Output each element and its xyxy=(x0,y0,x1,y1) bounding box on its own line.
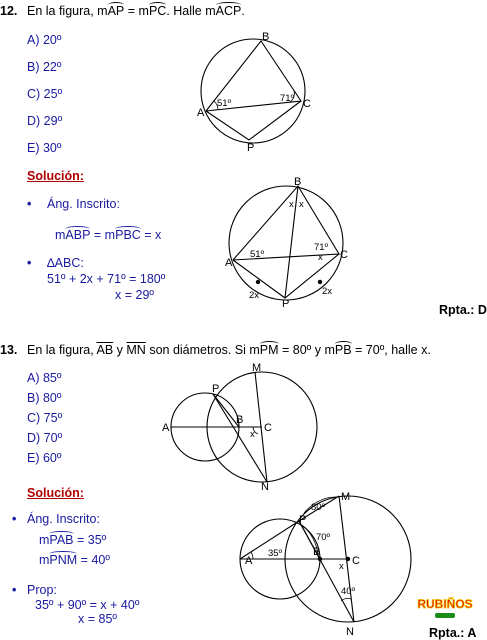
bullet-dot: • xyxy=(12,512,17,526)
angle-x: x xyxy=(289,199,294,210)
label-a: A xyxy=(245,555,253,567)
angle-71: 71º xyxy=(314,242,329,253)
figure-12-question xyxy=(0,0,474,160)
label-c: C xyxy=(352,555,360,567)
logo-base xyxy=(435,613,455,618)
arc-70: 70º xyxy=(316,532,331,543)
label-b: B xyxy=(313,546,321,558)
q-text: = 70º, halle x. xyxy=(351,343,431,357)
arc-abp: ABP xyxy=(65,228,91,242)
q-text: En la figura, m xyxy=(27,4,108,18)
option-c: C) 75º xyxy=(27,411,63,425)
option-a: A) 20º xyxy=(27,33,62,47)
label-b: B xyxy=(262,31,270,43)
option-d: D) 29º xyxy=(27,114,63,128)
solution-title-13: Solución: xyxy=(27,486,84,500)
problem-13-question xyxy=(27,344,431,357)
label-p: P xyxy=(299,514,307,526)
equation-triangle: 51º + 2x + 71º = 180º xyxy=(47,272,166,286)
label-p: P xyxy=(282,298,290,310)
eq-text: m xyxy=(39,553,50,567)
label-c: C xyxy=(303,98,311,110)
angle-x: x xyxy=(250,429,255,440)
segment-mn: $\overline{MN}$ xyxy=(126,343,146,357)
eq-text: = 40º xyxy=(77,553,110,567)
bullet-dot: • xyxy=(12,583,17,597)
option-b: B) 80º xyxy=(27,391,62,405)
label-a: A xyxy=(162,422,170,434)
eq-text: = x xyxy=(140,228,162,242)
arc-pbc: PBC xyxy=(115,228,141,242)
arc-pc: PC xyxy=(148,4,167,18)
angle-71: 71º xyxy=(280,93,295,104)
option-a: A) 85º xyxy=(27,371,62,385)
q-text: son diámetros. Si m xyxy=(145,343,260,357)
label-c: C xyxy=(340,249,348,261)
bullet-1-text: Áng. Inscrito: xyxy=(27,512,100,526)
arc-acp: ACP xyxy=(215,4,242,18)
label-m: M xyxy=(341,491,351,503)
option-d: D) 70º xyxy=(27,431,63,445)
logo-text: RUBIÑOS xyxy=(417,597,473,611)
answer-12: Rpta.: D xyxy=(439,303,487,317)
option-e: E) 30º xyxy=(27,141,62,155)
eq-text: m xyxy=(39,533,50,547)
arc-2x: 2x xyxy=(249,290,260,301)
q-text: . xyxy=(241,4,245,18)
bullet-2-text: Prop: xyxy=(27,583,57,597)
bullet-dot: • xyxy=(27,256,32,270)
label-p: P xyxy=(247,142,255,154)
angle-35: 35º xyxy=(268,548,283,559)
eq-text: m xyxy=(55,228,66,242)
angle-40: 40º xyxy=(341,586,356,597)
eq-text: = 35º xyxy=(73,533,107,547)
angle-x: x xyxy=(318,252,323,263)
problem-12-number: 12. xyxy=(0,4,18,18)
problem-13-number: 13. xyxy=(0,343,18,357)
arc-pab: PAB xyxy=(49,533,74,547)
q-text: . Halle m xyxy=(166,4,216,18)
answer-13: Rpta.: A xyxy=(429,626,477,640)
segment-ab: $\overline{AB}$ xyxy=(96,343,114,357)
arc-80: 80º xyxy=(311,502,326,513)
q-text: En la figura, xyxy=(27,343,97,357)
arc-mark xyxy=(318,280,322,284)
rubinos-logo xyxy=(419,586,471,622)
q-text: = m xyxy=(124,4,149,18)
equation-result: x = 85º xyxy=(78,612,117,626)
angle-51: 51º xyxy=(217,98,232,109)
label-m: M xyxy=(252,362,262,374)
label-c: C xyxy=(264,422,272,434)
point-c xyxy=(346,557,350,561)
label-a: A xyxy=(225,257,233,269)
label-b: B xyxy=(294,176,302,188)
q-text: y xyxy=(113,343,127,357)
figure-13-solution xyxy=(0,485,474,638)
label-n: N xyxy=(261,481,269,493)
arc-pm: PM xyxy=(259,343,279,357)
arc-2x: 2x xyxy=(322,286,333,297)
label-a: A xyxy=(197,107,205,119)
circle xyxy=(201,39,305,143)
eq-text: = m xyxy=(90,228,116,242)
option-e: E) 60º xyxy=(27,451,62,465)
figure-12-solution xyxy=(0,170,474,310)
bullet-2-text: ∆ABC: xyxy=(47,256,84,270)
label-b: B xyxy=(236,414,244,426)
angle-x: x xyxy=(299,199,304,210)
bullet-dot: • xyxy=(27,197,32,211)
option-c: C) 25º xyxy=(27,87,63,101)
q-text: = 80º y m xyxy=(278,343,335,357)
equation-result: x = 29º xyxy=(115,288,154,302)
arc-mark xyxy=(256,280,260,284)
angle-51: 51º xyxy=(250,249,265,260)
solution-title-12: Solución: xyxy=(27,169,84,183)
arc-pnm: PNM xyxy=(49,553,78,567)
bullet-1-text: Áng. Inscrito: xyxy=(47,197,120,211)
arc-pb: PB xyxy=(334,343,352,357)
option-b: B) 22º xyxy=(27,60,62,74)
label-n: N xyxy=(346,626,354,638)
label-p: P xyxy=(212,383,220,395)
equation-prop: 35º + 90º = x + 40º xyxy=(35,598,140,612)
angle-x: x xyxy=(339,561,344,572)
arc-ap: AP xyxy=(107,4,125,18)
